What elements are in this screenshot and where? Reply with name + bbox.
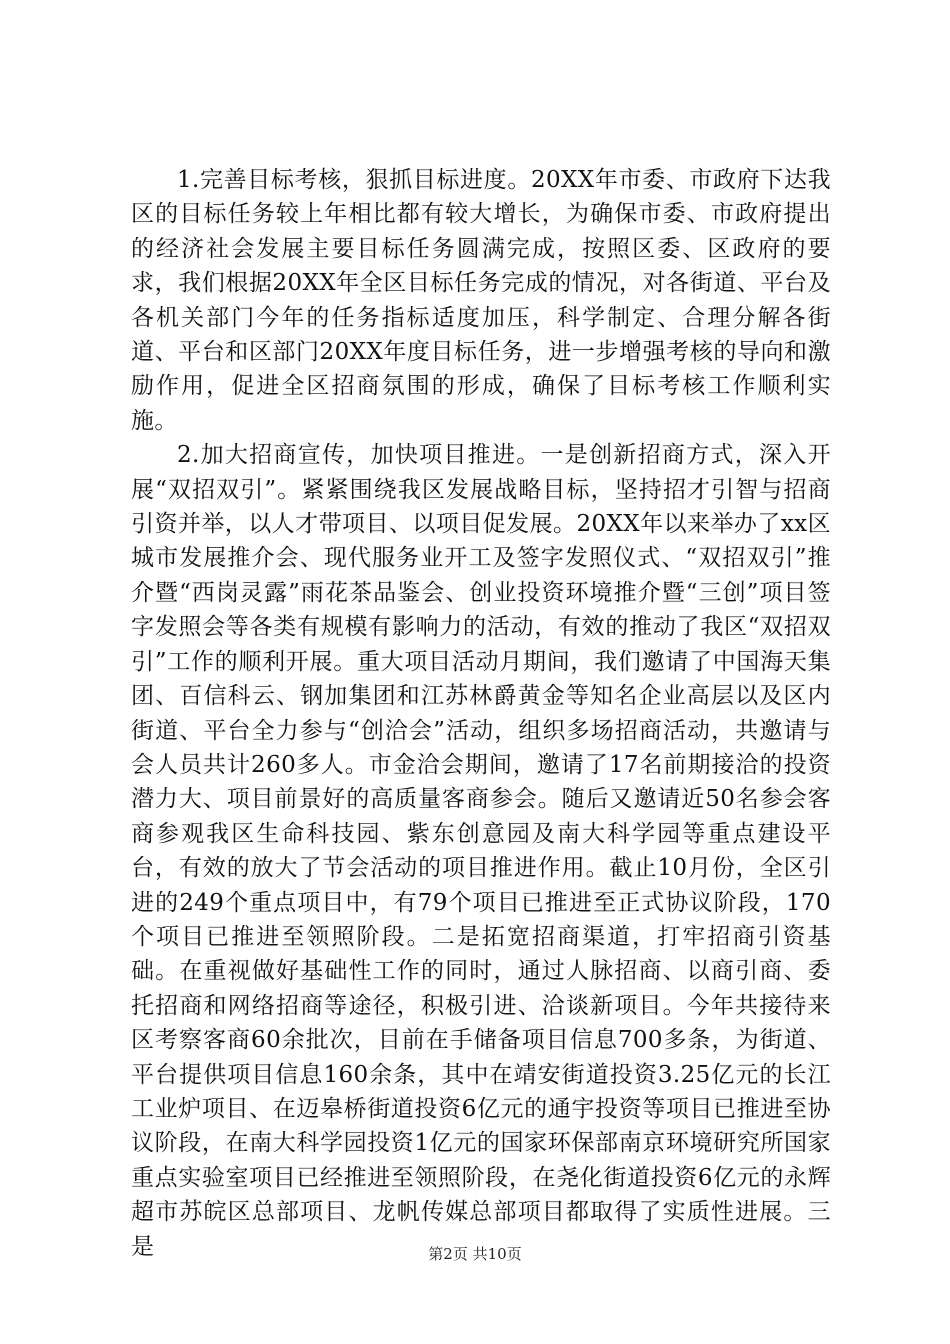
paragraph-investment-promotion: 2.加大招商宣传，加快项目推进。一是创新招商方式，深入开展“双招双引”。紧紧围绕我区发展战略目标，坚持招才引智与招商引资并举，以人才带项目、以项目促发展。20XX年以来举办了xx区城市发展推介会、现代服务业开工及签字发照仪式、“双招双引”推介暨“西岗灵露”雨花茶品鉴会、创业投资环境推介暨“三创”项目签字发照会等各类有规模有影响力的活动，有效的推动了我区“双招双引”工作的顺利开展。重大项目活动月期间，我们邀请了中国海天集团、百信科云、钢加集团和江苏林爵黄金等知名企业高层以及区内街道、平台全力参与“创洽会”活动，组织多场招商活动，共邀请与会人员共计260多人。市金洽会期间，邀请了17名前期接洽的投资潜力大、项目前景好的高质量客商参会。随后又邀请近50名参会客商参观我区生命科技园、紫东创意园及南大科学园等重点建设平台，有效的放大了节会活动的项目推进作用。截止10月份，全区引进的249个重点项目中，有79个项目已推进至正式协议阶段，170个项目已推进至领照阶段。二是拓宽招商渠道，打牢招商引资基础。在重视做好基础性工作的同时，通过人脉招商、以商引商、委托招商和网络招商等途径，积极引进、洽谈新项目。今年共接待来区考察客商60余批次，目前在手储备项目信息700多条，为街道、平台提供项目信息160余条，其中在靖安街道投资3.25亿元的长江工业炉项目、在迈皋桥街道投资6亿元的通宇投资等项目已推进至协议阶段，在南大科学园投资1亿元的国家环保部南京环境研究所国家重点实验室项目已经推进至领照阶段，在尧化街道投资6亿元的永辉超市苏皖区总部项目、龙帆传媒总部项目都取得了实质性进展。三是 [131, 442, 831, 1260]
paragraph-target-assessment: 1.完善目标考核，狠抓目标进度。20XX年市委、市政府下达我区的目标任务较上年相比都有较大增长，为确保市委、市政府提出的经济社会发展主要目标任务圆满完成，按照区委、区政府的要求，我们根据20XX年全区目标任务完成的情况，对各街道、平台及各机关部门今年的任务指标适度加压，科学制定、合理分解各街道、平台和区部门20XX年度目标任务，进一步增强考核的导向和激励作用，促进全区招商氛围的形成，确保了目标考核工作顺利实施。 [131, 167, 831, 434]
page-number-footer: 第2页 共10页 [428, 1245, 522, 1263]
document-body [131, 163, 831, 1264]
